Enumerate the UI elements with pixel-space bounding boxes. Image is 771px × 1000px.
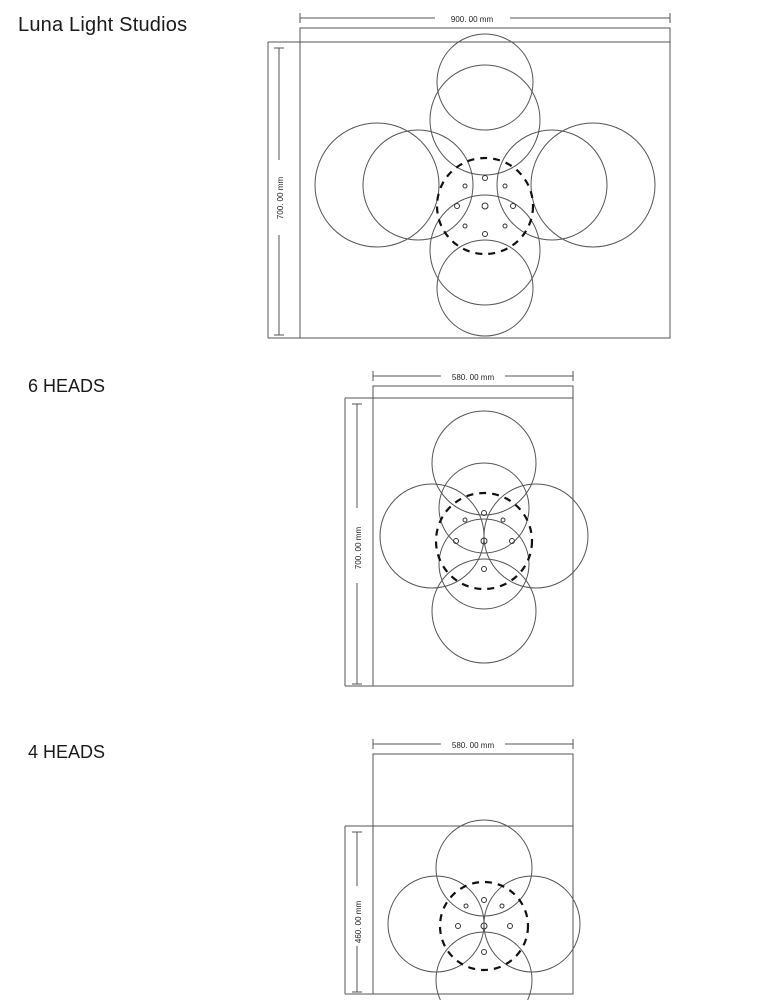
dimension-width-4-heads: 580. 00 mm (451, 741, 495, 750)
dimension-width-8-heads: 900. 00 mm (450, 15, 494, 24)
section-label-6-heads: 6 HEADS (28, 376, 106, 396)
page-title: Luna Light Studios (18, 14, 188, 36)
technical-drawing-8-heads (255, 10, 685, 350)
dimension-width-6-heads: 580. 00 mm (451, 373, 495, 382)
section-label-4-heads: 4 HEADS (28, 742, 106, 762)
dimension-height-6-heads: 700. 00 mm (354, 526, 363, 570)
technical-drawing-4-heads (333, 736, 623, 1000)
technical-drawing-6-heads (333, 368, 623, 698)
dimension-height-8-heads: 700. 00 mm (276, 176, 285, 220)
dimension-height-4-heads: 460. 00 mm (354, 900, 363, 944)
